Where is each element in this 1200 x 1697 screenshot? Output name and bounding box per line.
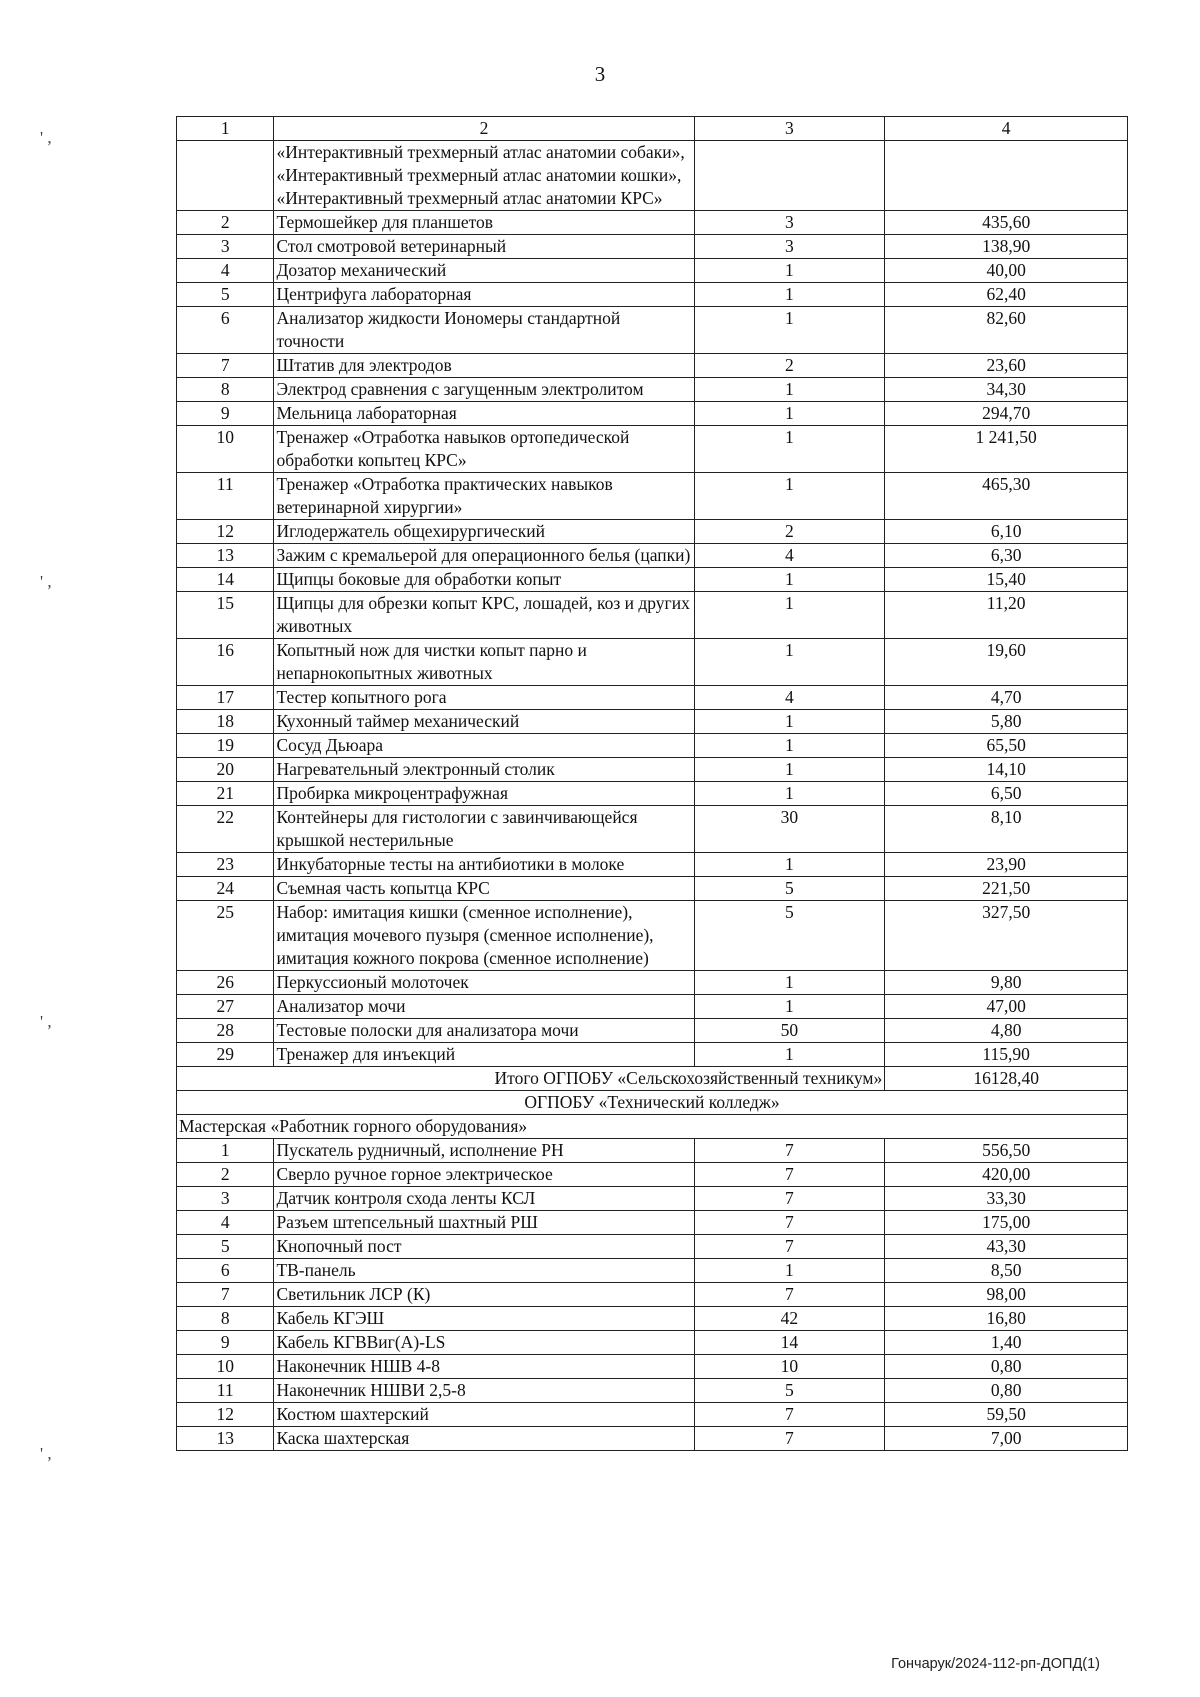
row-number: 5: [177, 283, 274, 307]
row-quantity: 2: [694, 354, 885, 378]
row-price: [885, 141, 1128, 211]
row-number: 13: [177, 1427, 274, 1451]
row-quantity: 1: [694, 639, 885, 686]
row-number: 6: [177, 1259, 274, 1283]
row-quantity: 3: [694, 235, 885, 259]
row-quantity: 1: [694, 710, 885, 734]
row-number: 3: [177, 235, 274, 259]
row-name: Костюм шахтерский: [274, 1403, 694, 1427]
table-row: [177, 1139, 1128, 1163]
row-number: 19: [177, 734, 274, 758]
table-row: [177, 1307, 1128, 1331]
row-number: 9: [177, 1331, 274, 1355]
row-name: Пробирка микроцентрафужная: [274, 782, 694, 806]
row-number: 9: [177, 402, 274, 426]
margin-mark: ' ,: [40, 572, 52, 591]
table-row: [177, 995, 1128, 1019]
row-price: 138,90: [885, 235, 1128, 259]
table-row: [177, 1355, 1128, 1379]
row-price: 221,50: [885, 877, 1128, 901]
row-number: 4: [177, 1211, 274, 1235]
row-name: Светильник ЛСР (К): [274, 1283, 694, 1307]
row-quantity: 1: [694, 853, 885, 877]
row-price: 47,00: [885, 995, 1128, 1019]
row-number: 24: [177, 877, 274, 901]
row-price: 6,30: [885, 544, 1128, 568]
row-name: Нагревательный электронный столик: [274, 758, 694, 782]
row-name: Кабель КГЭШ: [274, 1307, 694, 1331]
row-name: Сверло ручное горное электрическое: [274, 1163, 694, 1187]
row-price: 40,00: [885, 259, 1128, 283]
row-quantity: 4: [694, 686, 885, 710]
row-price: 19,60: [885, 639, 1128, 686]
row-name: Разъем штепсельный шахтный РШ: [274, 1211, 694, 1235]
row-quantity: 2: [694, 520, 885, 544]
row-price: 11,20: [885, 592, 1128, 639]
row-name: Пускатель рудничный, исполнение РН: [274, 1139, 694, 1163]
row-price: 1 241,50: [885, 426, 1128, 473]
row-price: 115,90: [885, 1043, 1128, 1067]
row-price: 65,50: [885, 734, 1128, 758]
table-row: [177, 1403, 1128, 1427]
row-name: ТВ-панель: [274, 1259, 694, 1283]
row-name: «Интерактивный трехмерный атлас анатомии собаки», «Интерактивный трехмерный атлас анатомии кошки», «Интерактивный трехмерный атлас анатомии КРС»: [274, 141, 694, 211]
margin-mark: ' ,: [40, 1012, 52, 1031]
table-row: [177, 1427, 1128, 1451]
org-heading-row: [177, 1091, 1128, 1115]
table-row: [177, 853, 1128, 877]
row-number: 7: [177, 354, 274, 378]
row-quantity: 1: [694, 758, 885, 782]
table-row: [177, 378, 1128, 402]
row-quantity: 10: [694, 1355, 885, 1379]
org-heading: ОГПОБУ «Технический колледж»: [177, 1091, 1128, 1115]
row-name: Контейнеры для гистологии с завинчивающейся крышкой нестерильные: [274, 806, 694, 853]
row-name: Щипцы боковые для обработки копыт: [274, 568, 694, 592]
row-name: Тестер копытного рога: [274, 686, 694, 710]
table-row: [177, 544, 1128, 568]
row-name: Щипцы для обрезки копыт КРС, лошадей, коз и других животных: [274, 592, 694, 639]
row-number: 15: [177, 592, 274, 639]
row-price: 1,40: [885, 1331, 1128, 1355]
row-name: Наконечник НШВИ 2,5-8: [274, 1379, 694, 1403]
row-number: 11: [177, 473, 274, 520]
row-name: Инкубаторные тесты на антибиотики в молоке: [274, 853, 694, 877]
row-price: 23,90: [885, 853, 1128, 877]
row-quantity: 1: [694, 402, 885, 426]
table-row: [177, 259, 1128, 283]
row-number: 20: [177, 758, 274, 782]
row-quantity: 1: [694, 734, 885, 758]
row-price: 16,80: [885, 1307, 1128, 1331]
row-number: 14: [177, 568, 274, 592]
total-value: 16128,40: [885, 1067, 1128, 1091]
table-row: [177, 758, 1128, 782]
row-number: 4: [177, 259, 274, 283]
table-row: [177, 639, 1128, 686]
row-price: 4,80: [885, 1019, 1128, 1043]
row-number: 22: [177, 806, 274, 853]
row-price: 556,50: [885, 1139, 1128, 1163]
row-number: 8: [177, 1307, 274, 1331]
row-price: 175,00: [885, 1211, 1128, 1235]
table-row: [177, 1379, 1128, 1403]
row-price: 5,80: [885, 710, 1128, 734]
row-price: 7,00: [885, 1427, 1128, 1451]
header-row: [177, 117, 1128, 141]
header-col-2: 2: [274, 117, 694, 141]
table-row: [177, 1019, 1128, 1043]
table-row: [177, 1187, 1128, 1211]
table-row: [177, 283, 1128, 307]
table-row: [177, 877, 1128, 901]
row-number: 2: [177, 1163, 274, 1187]
row-quantity: 7: [694, 1403, 885, 1427]
row-name: Съемная часть копытца КРС: [274, 877, 694, 901]
row-price: 8,10: [885, 806, 1128, 853]
row-price: 8,50: [885, 1259, 1128, 1283]
row-quantity: 7: [694, 1235, 885, 1259]
row-quantity: 7: [694, 1283, 885, 1307]
table-row: [177, 592, 1128, 639]
row-quantity: 1: [694, 782, 885, 806]
row-name: Термошейкер для планшетов: [274, 211, 694, 235]
row-number: 5: [177, 1235, 274, 1259]
row-price: 327,50: [885, 901, 1128, 971]
row-number: 27: [177, 995, 274, 1019]
table-row: [177, 1235, 1128, 1259]
table-row: [177, 520, 1128, 544]
total-label: Итого ОГПОБУ «Сельскохозяйственный техникум»: [177, 1067, 885, 1091]
row-name: Иглодержатель общехирургический: [274, 520, 694, 544]
document-footer-code: Гончарук/2024-112-рп-ДОПД(1): [891, 1656, 1100, 1672]
table-row: [177, 971, 1128, 995]
row-name: Наконечник НШВ 4-8: [274, 1355, 694, 1379]
row-name: Стол смотровой ветеринарный: [274, 235, 694, 259]
row-number: 6: [177, 307, 274, 354]
table-row: [177, 402, 1128, 426]
row-name: Тренажер «Отработка навыков ортопедической обработки копытец КРС»: [274, 426, 694, 473]
row-quantity: 7: [694, 1139, 885, 1163]
row-quantity: 7: [694, 1427, 885, 1451]
row-quantity: 1: [694, 995, 885, 1019]
row-price: 0,80: [885, 1379, 1128, 1403]
total-row: [177, 1067, 1128, 1091]
row-price: 4,70: [885, 686, 1128, 710]
row-name: Штатив для электродов: [274, 354, 694, 378]
row-price: 465,30: [885, 473, 1128, 520]
row-number: 13: [177, 544, 274, 568]
row-name: Кухонный таймер механический: [274, 710, 694, 734]
row-price: 15,40: [885, 568, 1128, 592]
row-price: 6,10: [885, 520, 1128, 544]
row-quantity: 1: [694, 283, 885, 307]
row-price: 43,30: [885, 1235, 1128, 1259]
row-number: 28: [177, 1019, 274, 1043]
workshop-heading-row: [177, 1115, 1128, 1139]
row-number: 2: [177, 211, 274, 235]
table-row: [177, 1163, 1128, 1187]
row-number: 12: [177, 1403, 274, 1427]
table-row: [177, 354, 1128, 378]
row-quantity: 1: [694, 259, 885, 283]
margin-mark: ' ,: [40, 128, 52, 147]
row-number: 26: [177, 971, 274, 995]
table-row: [177, 426, 1128, 473]
row-price: 34,30: [885, 378, 1128, 402]
table-row: [177, 473, 1128, 520]
row-price: 294,70: [885, 402, 1128, 426]
row-price: 0,80: [885, 1355, 1128, 1379]
row-name: Тренажер для инъекций: [274, 1043, 694, 1067]
header-col-4: 4: [885, 117, 1128, 141]
row-quantity: 7: [694, 1163, 885, 1187]
row-number: 23: [177, 853, 274, 877]
header-col-1: 1: [177, 117, 274, 141]
header-col-3: 3: [694, 117, 885, 141]
row-name: Центрифуга лабораторная: [274, 283, 694, 307]
row-number: 16: [177, 639, 274, 686]
row-price: 59,50: [885, 1403, 1128, 1427]
row-quantity: 1: [694, 1043, 885, 1067]
table-row: [177, 782, 1128, 806]
row-price: 33,30: [885, 1187, 1128, 1211]
table-row: [177, 211, 1128, 235]
table-row: [177, 1331, 1128, 1355]
table-row-continued: [177, 141, 1128, 211]
table-row: [177, 1283, 1128, 1307]
row-price: 98,00: [885, 1283, 1128, 1307]
table-row: [177, 1259, 1128, 1283]
row-quantity: 5: [694, 901, 885, 971]
row-number: 3: [177, 1187, 274, 1211]
row-quantity: 1: [694, 1259, 885, 1283]
row-number: 21: [177, 782, 274, 806]
row-quantity: 4: [694, 544, 885, 568]
table-row: [177, 734, 1128, 758]
table-row: [177, 568, 1128, 592]
row-name: Анализатор жидкости Иономеры стандартной точности: [274, 307, 694, 354]
row-quantity: 5: [694, 1379, 885, 1403]
row-number: 10: [177, 426, 274, 473]
row-name: Сосуд Дьюара: [274, 734, 694, 758]
table-row: [177, 686, 1128, 710]
row-quantity: 7: [694, 1211, 885, 1235]
row-quantity: 42: [694, 1307, 885, 1331]
row-price: 6,50: [885, 782, 1128, 806]
row-name: Тренажер «Отработка практических навыков ветеринарной хирургии»: [274, 473, 694, 520]
row-name: Кнопочный пост: [274, 1235, 694, 1259]
table-row: [177, 710, 1128, 734]
row-number: 18: [177, 710, 274, 734]
row-name: Электрод сравнения с загущенным электролитом: [274, 378, 694, 402]
row-quantity: 1: [694, 307, 885, 354]
row-name: Анализатор мочи: [274, 995, 694, 1019]
row-quantity: 30: [694, 806, 885, 853]
row-name: Мельница лабораторная: [274, 402, 694, 426]
row-number: 11: [177, 1379, 274, 1403]
row-price: 62,40: [885, 283, 1128, 307]
table-row: [177, 1211, 1128, 1235]
workshop-heading: Мастерская «Работник горного оборудования»: [177, 1115, 1128, 1139]
row-number: 10: [177, 1355, 274, 1379]
row-number: 17: [177, 686, 274, 710]
row-quantity: 5: [694, 877, 885, 901]
row-number: 8: [177, 378, 274, 402]
row-quantity: [694, 141, 885, 211]
row-quantity: 7: [694, 1187, 885, 1211]
row-price: 23,60: [885, 354, 1128, 378]
row-number: 29: [177, 1043, 274, 1067]
row-price: 9,80: [885, 971, 1128, 995]
row-price: 420,00: [885, 1163, 1128, 1187]
row-name: Каска шахтерская: [274, 1427, 694, 1451]
equipment-table: [176, 116, 1128, 1451]
row-price: 435,60: [885, 211, 1128, 235]
row-number: 7: [177, 1283, 274, 1307]
row-name: Датчик контроля схода ленты КСЛ: [274, 1187, 694, 1211]
row-name: Кабель КГВВиг(А)-LS: [274, 1331, 694, 1355]
row-quantity: 1: [694, 426, 885, 473]
table-row: [177, 1043, 1128, 1067]
row-name: Копытный нож для чистки копыт парно и непарнокопытных животных: [274, 639, 694, 686]
table-row: [177, 806, 1128, 853]
table-row: [177, 901, 1128, 971]
row-name: Перкуссионый молоточек: [274, 971, 694, 995]
row-name: Тестовые полоски для анализатора мочи: [274, 1019, 694, 1043]
row-quantity: 14: [694, 1331, 885, 1355]
row-number: 1: [177, 1139, 274, 1163]
row-name: Набор: имитация кишки (сменное исполнение), имитация мочевого пузыря (сменное исполнение), имитация кожного покрова (сменное исполнение): [274, 901, 694, 971]
row-quantity: 1: [694, 568, 885, 592]
row-quantity: 1: [694, 473, 885, 520]
table-row: [177, 235, 1128, 259]
row-quantity: 50: [694, 1019, 885, 1043]
row-quantity: 1: [694, 971, 885, 995]
row-number: [177, 141, 274, 211]
row-number: 12: [177, 520, 274, 544]
row-quantity: 1: [694, 592, 885, 639]
row-price: 82,60: [885, 307, 1128, 354]
row-price: 14,10: [885, 758, 1128, 782]
row-name: Дозатор механический: [274, 259, 694, 283]
row-name: Зажим с кремальерой для операционного белья (цапки): [274, 544, 694, 568]
row-quantity: 3: [694, 211, 885, 235]
page-number: 3: [594, 62, 606, 86]
row-quantity: 1: [694, 378, 885, 402]
row-number: 25: [177, 901, 274, 971]
table-row: [177, 307, 1128, 354]
margin-mark: ' ,: [40, 1444, 52, 1463]
